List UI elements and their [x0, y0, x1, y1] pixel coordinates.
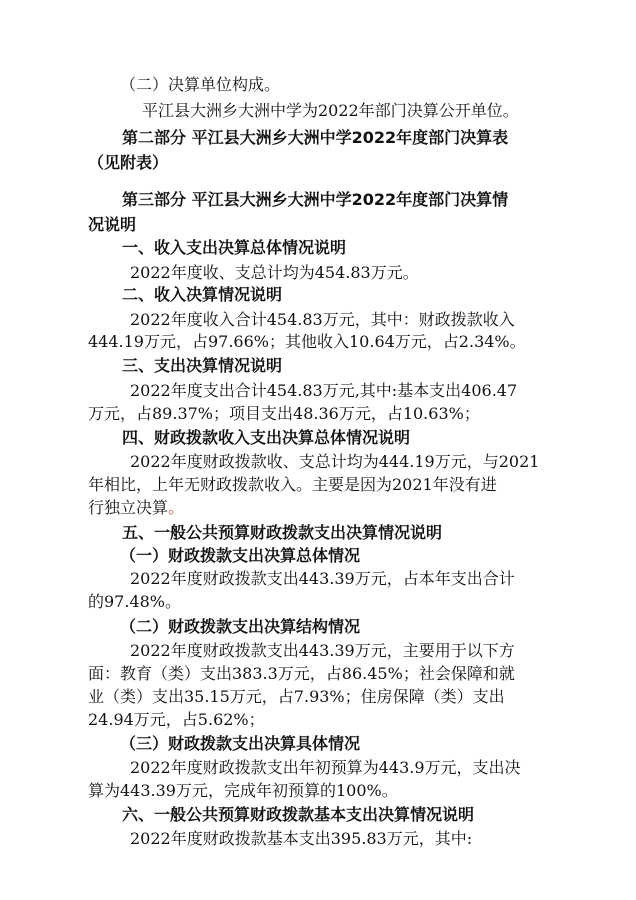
- paragraph-5-2-line4: 24.94万元，占5.62%；: [88, 710, 265, 729]
- paragraph-2-line1: 2022年度收入合计454.83万元，其中：财政拨款收入: [130, 310, 515, 329]
- paragraph-3-line1: 2022年度支出合计454.83万元,其中:基本支出406.47: [130, 381, 518, 400]
- heading-5: 五、一般公共预算财政拨款支出决算情况说明: [122, 523, 443, 542]
- part-three-heading-cont: 况说明: [88, 215, 137, 234]
- red-period: 。: [168, 498, 185, 517]
- paragraph-4-line2: 年相比，上年无财政拨款收入。主要是因为2021年没有进: [88, 475, 497, 494]
- subheading-5-2: （二）财政拨款支出决算结构情况: [120, 617, 361, 636]
- paragraph-1: 2022年度收、支总计均为454.83万元。: [130, 263, 419, 282]
- heading-3: 三、支出决算情况说明: [122, 356, 283, 375]
- subheading-5-1: （一）财政拨款支出决算总体情况: [120, 546, 361, 565]
- heading-1: 一、收入支出决算总体情况说明: [122, 238, 347, 257]
- paragraph-3-line2: 万元，占89.37%；项目支出48.36万元，占10.63%；: [88, 404, 480, 423]
- subheading-5-3: （三）财政拨款支出决算具体情况: [120, 734, 361, 753]
- paragraph-4-line3: [88, 497, 184, 519]
- part-two-heading-cont: （见附表）: [88, 153, 169, 172]
- heading-6: 六、一般公共预算财政拨款基本支出决算情况说明: [122, 805, 475, 824]
- paragraph-5-2-line2: 面：教育（类）支出383.3万元，占86.45%；社会保障和就: [88, 664, 515, 683]
- part-three-heading: 第三部分 平江县大洲乡大洲中学2022年度部门决算情: [122, 190, 509, 209]
- paragraph-4-line3-text: 行独立决算: [88, 498, 169, 517]
- paragraph-5-2-line1: 2022年度财政拨款支出443.39万元，主要用于以下方: [130, 641, 515, 660]
- paragraph-unit: 平江县大洲乡大洲中学为2022年部门决算公开单位。: [142, 101, 519, 120]
- heading-4: 四、财政拨款收入支出决算总体情况说明: [122, 428, 411, 447]
- paragraph-5-2-line3: 业（类）支出35.15万元，占7.93%；住房保障（类）支出: [88, 687, 505, 706]
- paragraph-5-1-line1: 2022年度财政拨款支出443.39万元，占本年支出合计: [130, 569, 515, 588]
- paragraph-2-line2: 444.19万元，占97.66%；其他收入10.64万元，占2.34%。: [88, 332, 526, 351]
- section-heading-unit-composition: （二）决算单位构成。: [120, 75, 281, 94]
- paragraph-6-line1: 2022年度财政拨款基本支出395.83万元，其中:: [130, 829, 473, 848]
- paragraph-5-3-line2: 算为443.39万元，完成年初预算的100%。: [88, 781, 398, 800]
- paragraph-5-1-line2: 的97.48%。: [88, 592, 182, 611]
- paragraph-4-line1: 2022年度财政拨款收、支总计均为444.19万元，与2021: [130, 452, 540, 471]
- heading-2: 二、收入决算情况说明: [122, 285, 283, 304]
- part-two-heading: 第二部分 平江县大洲乡大洲中学2022年度部门决算表: [122, 128, 509, 147]
- paragraph-5-3-line1: 2022年度财政拨款支出年初预算为443.9万元，支出决: [130, 758, 521, 777]
